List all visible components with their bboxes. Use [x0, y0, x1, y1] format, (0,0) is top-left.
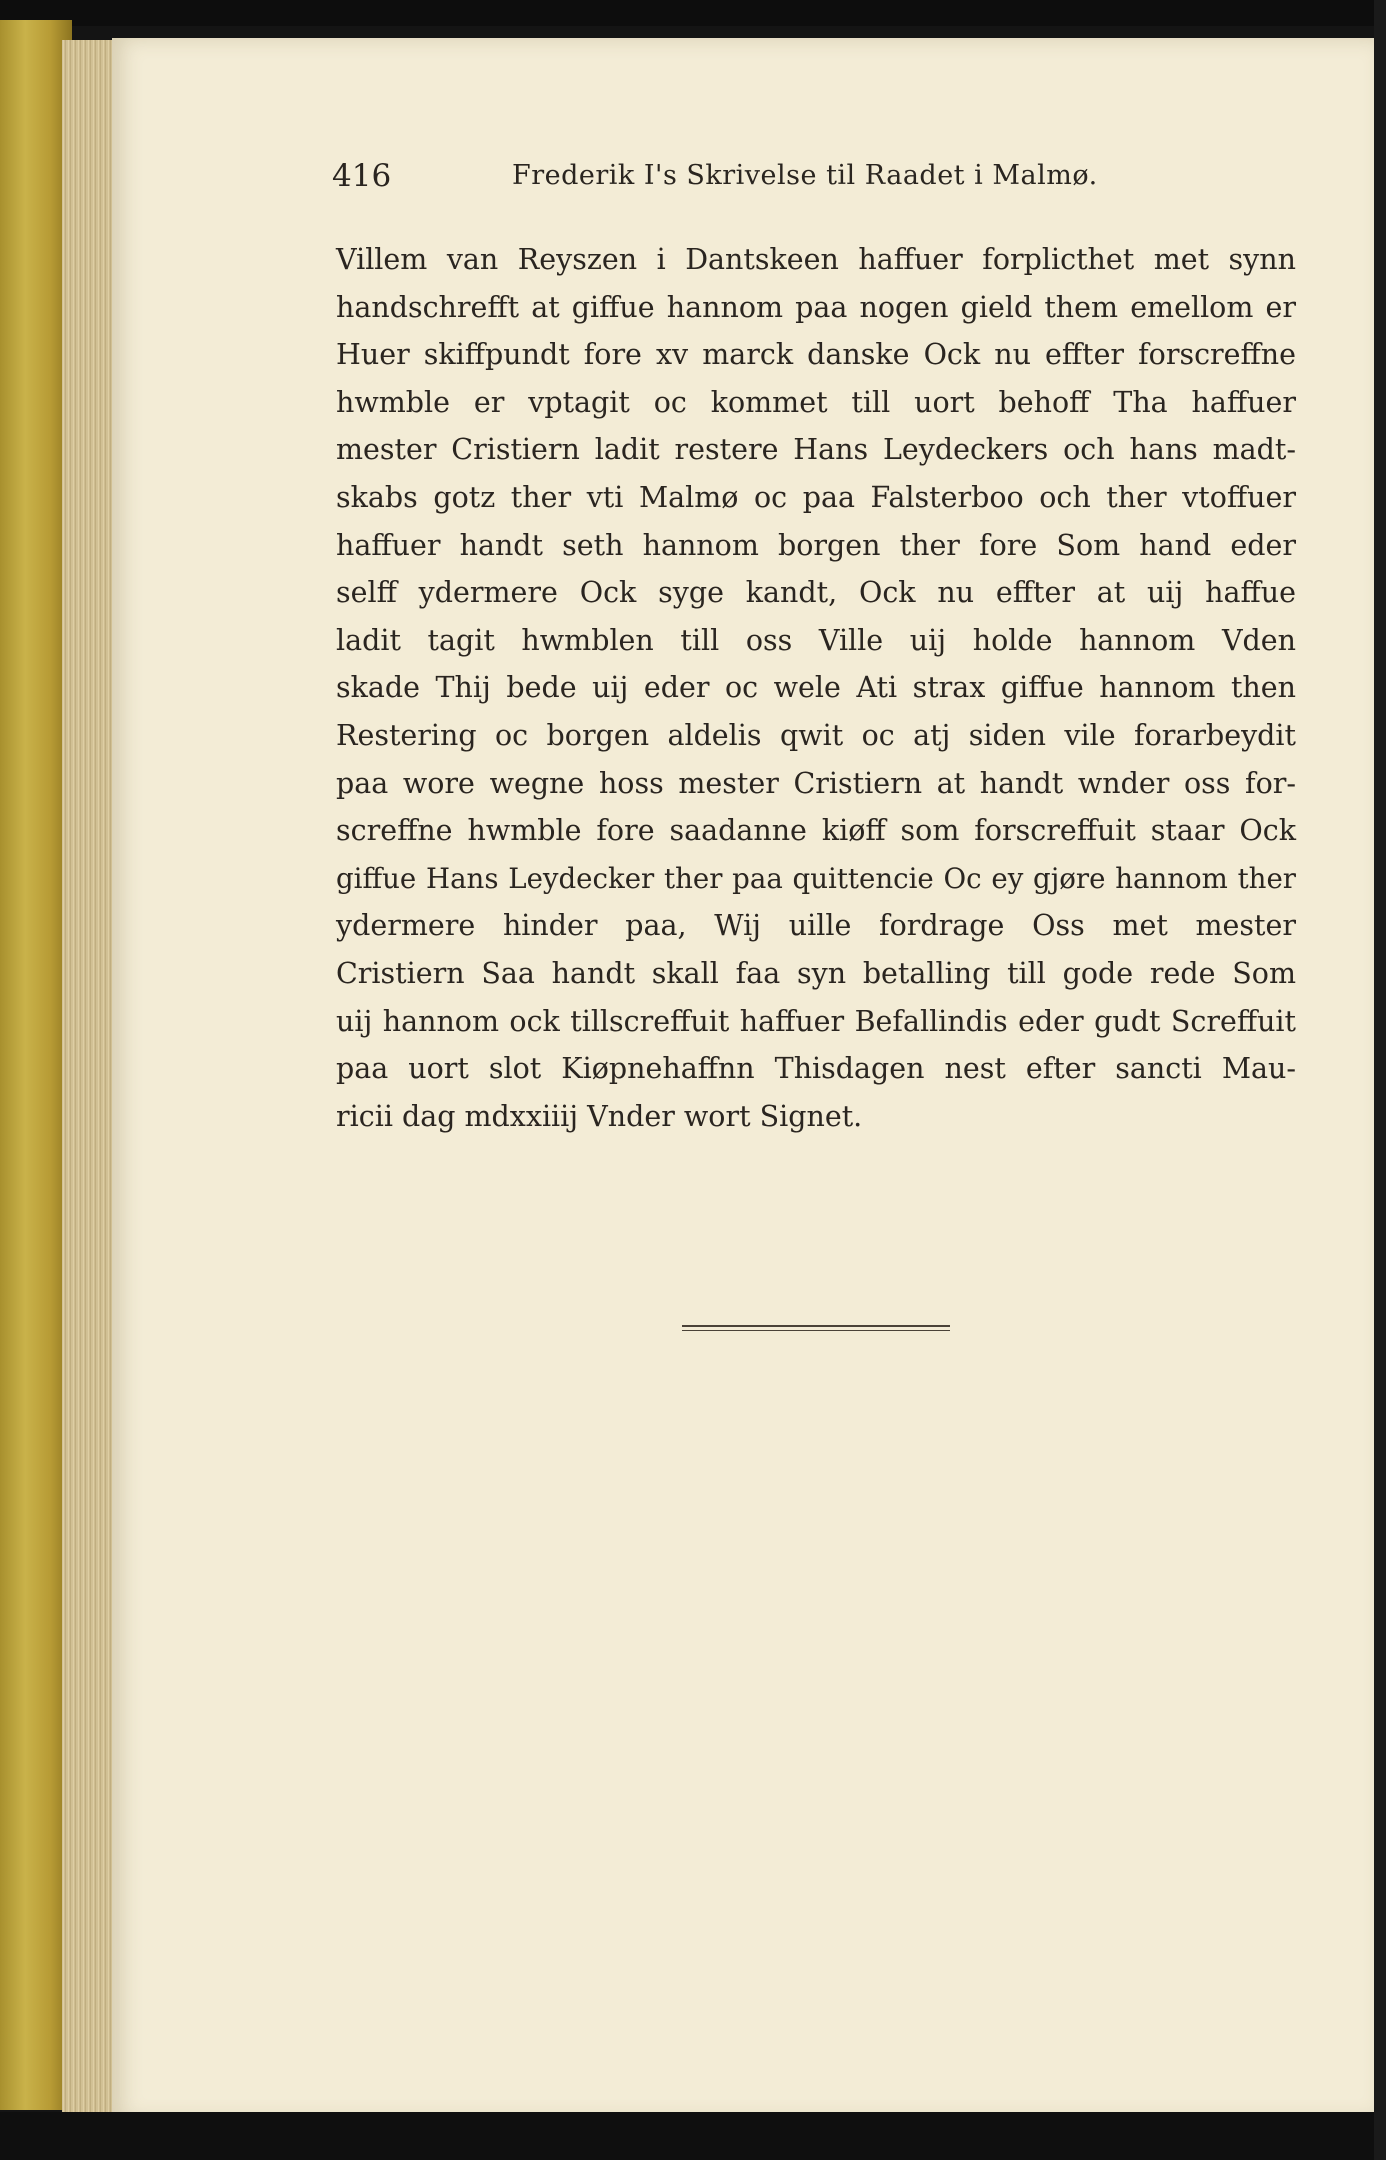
text-line: uij hannom ock tillscreffuit haffuer Befallindis eder gudt Screffuit [336, 1004, 1296, 1038]
text-line: Huer skiffpundt fore xv marck danske Ock nu effter forscreffne [336, 338, 1296, 372]
scan-background-right [1374, 0, 1386, 2160]
text-line: Villem van Reyszen i Dantskeen haffuer forplicthet met synn [336, 243, 1296, 276]
text-line: ladit tagit hwmblen till oss Ville uij holde hannom Vden [336, 623, 1296, 657]
text-line: haffuer handt seth hannom borgen ther fore Som hand eder [336, 528, 1296, 562]
text-line: giffue Hans Leydecker ther paa quittencie Oc ey gjøre hannom ther [336, 861, 1296, 895]
text-line: ricii dag mdxxiiij Vnder wort Signet. [336, 1099, 863, 1133]
text-line: skade Thij bede uij eder oc wele Ati strax giffue hannom then [336, 671, 1296, 705]
scan-background-top [0, 0, 1386, 26]
text-line: Cristiern Saa handt skall faa syn betalling till gode rede Som [336, 956, 1296, 990]
text-line: handschrefft at giffue hannom paa nogen gield them emellom er [336, 290, 1296, 324]
text-line: skabs gotz ther vti Malmø oc paa Falsterboo och ther vtoffuer [336, 480, 1296, 514]
running-head [332, 158, 1232, 198]
section-divider-rule [682, 1325, 950, 1331]
scan-background-bottom [0, 2112, 1386, 2160]
text-line: Restering oc borgen aldelis qwit oc atj siden vile forarbeydit [336, 718, 1296, 752]
page-number: 416 [332, 158, 392, 194]
text-line: hwmble er vptagit oc kommet till uort behoff Tha haffuer [336, 385, 1296, 419]
text-line: paa wore wegne hoss mester Cristiern at handt wnder oss for- [336, 766, 1296, 800]
text-line: selff ydermere Ock syge kandt, Ock nu effter at uij haffue [336, 576, 1296, 610]
running-title: Frederik I's Skrivelse til Raadet i Malmø. [512, 160, 1098, 191]
letter-text [336, 236, 1296, 1140]
text-line: paa uort slot Kiøpnehaffnn Thisdagen nest efter sancti Mau- [336, 1052, 1296, 1086]
text-line: mester Cristiern ladit restere Hans Leydeckers och hans madt- [336, 433, 1296, 467]
text-line: ydermere hinder paa, Wij uille fordrage Oss met mester [336, 909, 1296, 943]
text-line: screffne hwmble fore saadanne kiøff som forscreffuit staar Ock [336, 814, 1296, 848]
